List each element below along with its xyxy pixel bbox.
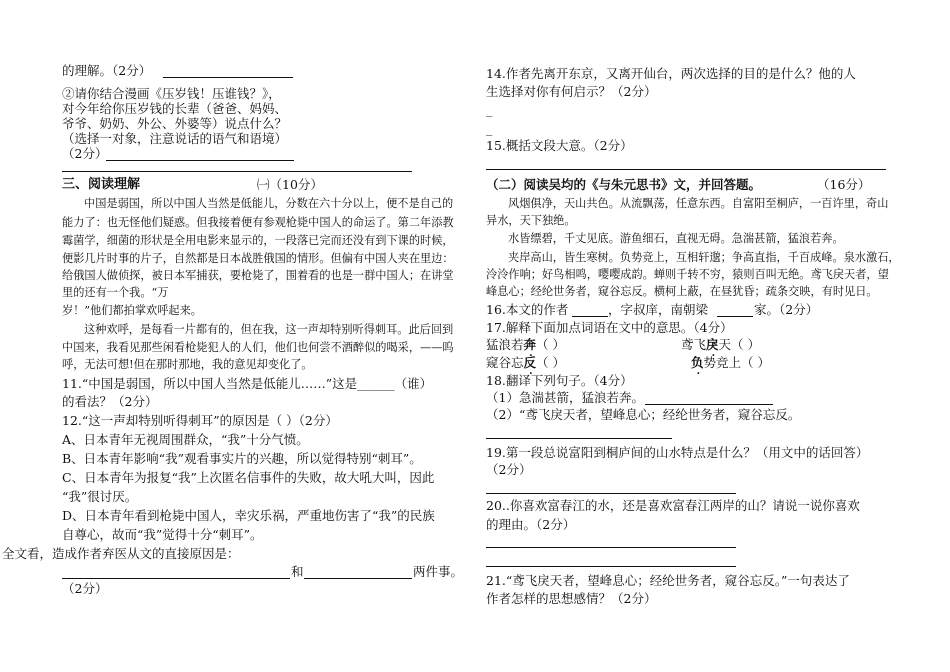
passage1-line: 这种欢呼，是每看一片都有的，但在我，这一声却特别听得刺耳。此后回到 [84, 323, 454, 336]
passage1-line: 里的还有一个我。“万 [62, 286, 169, 299]
passage1-line: 能力了：也无怪他们疑惑。但我接着便有参观枪毙中国人的命运了。第二年添教 [62, 216, 454, 229]
q17-item-3: 窥谷忘反（ ） [486, 355, 566, 370]
q10-tail: 的理解。（2分） [62, 63, 152, 78]
answer-line[interactable] [645, 404, 773, 405]
section2-title: （二）阅读吴均的《与朱元思书》文，并回答题。 [486, 177, 762, 192]
passage2-line: 峰息心；经纶世务者，窥谷忘反。横柯上蔽，在昼犹昏；疏条交映，有时见日。 [486, 285, 878, 298]
q21-line1: 21.“鸢飞戾天者，望峰息心；经纶世务者，窥谷忘反。”一句表达了 [486, 573, 850, 588]
dotted-char: 奔 [523, 337, 537, 352]
passage1-line: 给俄国人做侦探，被日本军捕获，要枪毙了，围着看的也是一群中国人；在讲堂 [62, 269, 454, 282]
q13-score: （2分） [62, 581, 108, 596]
answer-line[interactable] [717, 316, 753, 317]
dotted-char: 戾 [706, 337, 719, 352]
answer-line[interactable] [106, 160, 294, 161]
dotted-char: 负 [691, 355, 704, 370]
q14-mark: _ [486, 121, 493, 136]
passage1-line: 便影几片时事的片子，自然都是日本战胜俄国的情形。但偏有中国人夹在里边： [62, 252, 454, 265]
answer-line[interactable] [486, 566, 736, 567]
q12-option-d-cont: 自尊心，故而“我”觉得十分“刺耳”。 [62, 527, 263, 542]
passage1-line: 中国来，我看见那些闲看枪毙犯人的人们，他们也何尝不酒醉似的喝采，——呜 [62, 341, 454, 354]
q12-option-b: B、日本青年影响“我”观看事实片的兴趣，所以觉得特别“刺耳”。 [62, 451, 422, 466]
section3-subtitle: ㈠（10分） [257, 177, 323, 192]
q11-line2: 的看法？（2分） [62, 394, 158, 409]
q12-option-d: D、日本青年看到枪毙中国人，幸灾乐祸，严重地伤害了“我”的民族 [62, 508, 435, 523]
passage2-line: 水皆缥碧，千丈见底。游鱼细石，直视无碍。急湍甚箭，猛浪若奔。 [508, 232, 844, 245]
passage1-line: 霉菌学，细菌的形状是全用电影来显示的，一段落已完而还没有到下课的时候， [62, 234, 454, 247]
passage2-line: 泠泠作响；好鸟相鸣，嘤嘤成韵。蝉则千转不穷，猿则百叫无绝。鸢飞戾天者，望 [486, 268, 889, 281]
q10-2-line2: 对今年给你压岁钱的长辈（爸爸、妈妈、 [62, 101, 288, 116]
q16-a: 16.本文的作者 [486, 302, 569, 317]
passage1-line: 岁！”他们都拍掌欢呼起来。 [62, 304, 202, 317]
q19-line1: 19.第一段总说富阳到桐庐间的山水特点是什么？（用文中的话回答） [486, 445, 869, 460]
q13: 全文看，造成作者弃医从文的直接原因是： [2, 546, 240, 561]
q17-item-1: 猛浪若奔（ ） [486, 337, 566, 352]
q12-option-c-cont: “我”很讨厌。 [62, 489, 138, 504]
section2-score: （16分） [817, 177, 871, 192]
answer-line[interactable] [486, 547, 736, 548]
passage1-line: 中国是弱国，所以中国人当然是低能儿，分数在六十分以上，便不是自己的 [84, 197, 454, 210]
q10-2-line3: 爷爷、奶奶、外公、外婆等）说点什么？ [62, 116, 288, 131]
q14-line1: 14.作者先离开东京，又离开仙台，两次选择的目的是什么？他的人 [486, 66, 856, 81]
q20-line2: 的理由。（2分） [486, 517, 576, 532]
answer-line[interactable] [572, 316, 608, 317]
q17: 17.解释下面加点词语在文中的意思。（4分） [486, 320, 733, 335]
q12-option-a: A、日本青年无视周围群众，“我”十分气愤。 [62, 432, 309, 447]
q11-line1: 11.“中国是弱国，所以中国人当然是低能儿……”这是______（谁） [62, 376, 433, 391]
answer-line[interactable] [163, 77, 293, 78]
passage1-line: 呼，无法可想!但在那时那地，我的意见却变化了。 [62, 358, 313, 371]
q16-c: 家。（2分） [754, 302, 819, 317]
dotted-char: 反 [523, 355, 537, 370]
section3-title: 三、阅读理解 [62, 177, 141, 192]
answer-line[interactable] [62, 578, 290, 579]
passage2-line: 异水，天下独绝。 [486, 214, 576, 227]
q17-item-2: 鸢飞戾天（ ） [681, 337, 761, 352]
q13-and: 和 [291, 564, 304, 579]
passage2-line: 夹岸高山，皆生寒树。负势竞上，互相轩邈；争高直指，千百成峰。泉水激石， [508, 251, 900, 264]
q20-line1: 20..你喜欢富春江的水，还是喜欢富春江两岸的山？请说一说你喜欢 [486, 498, 860, 513]
passage2-line: 风烟俱净，天山共色。从流飘荡，任意东西。自富阳至桐庐，一百许里，奇山 [508, 197, 889, 210]
answer-line[interactable] [486, 438, 672, 439]
q18-1: （1）急湍甚箭，猛浪若奔。 [486, 390, 644, 405]
q13-end: 两件事。 [413, 564, 464, 579]
q12: 12.“这一声却特别听得刺耳”的原因是（ ）（2分） [62, 413, 338, 428]
q18: 18.翻译下列句子。（4分） [486, 373, 633, 388]
section-divider [62, 171, 412, 172]
q21-line2: 作者怎样的思想感情？（2分） [486, 591, 657, 606]
answer-line[interactable] [486, 493, 736, 494]
q10-2-line5: （2分） [62, 146, 108, 161]
answer-line[interactable] [486, 169, 886, 170]
q18-2: （2）“鸢飞戾天者，望峰息心；经纶世务者，窥谷忘反。 [486, 407, 801, 422]
q10-2-line4: （选择一对象，注意说话的语气和语境） [62, 131, 288, 146]
q10-2-line1: ②请你结合漫画《压岁钱！压谁钱？》， [62, 86, 281, 101]
q12-option-c: C、日本青年为报复“我”上次匿名信事件的失败，故大吼大叫，因此 [62, 470, 435, 485]
q16-b: ，字叔庠，南朝梁 [608, 302, 709, 317]
q14-mark: _ [486, 102, 493, 117]
answer-line[interactable] [304, 578, 412, 579]
q15: 15.概括文段大意。（2分） [486, 138, 633, 153]
q17-item-4: 负势竞上（ ） [691, 355, 770, 370]
q19-line2: （2分） [486, 462, 532, 477]
q14-line2: 生选择对你有何启示？（2分） [486, 84, 657, 99]
